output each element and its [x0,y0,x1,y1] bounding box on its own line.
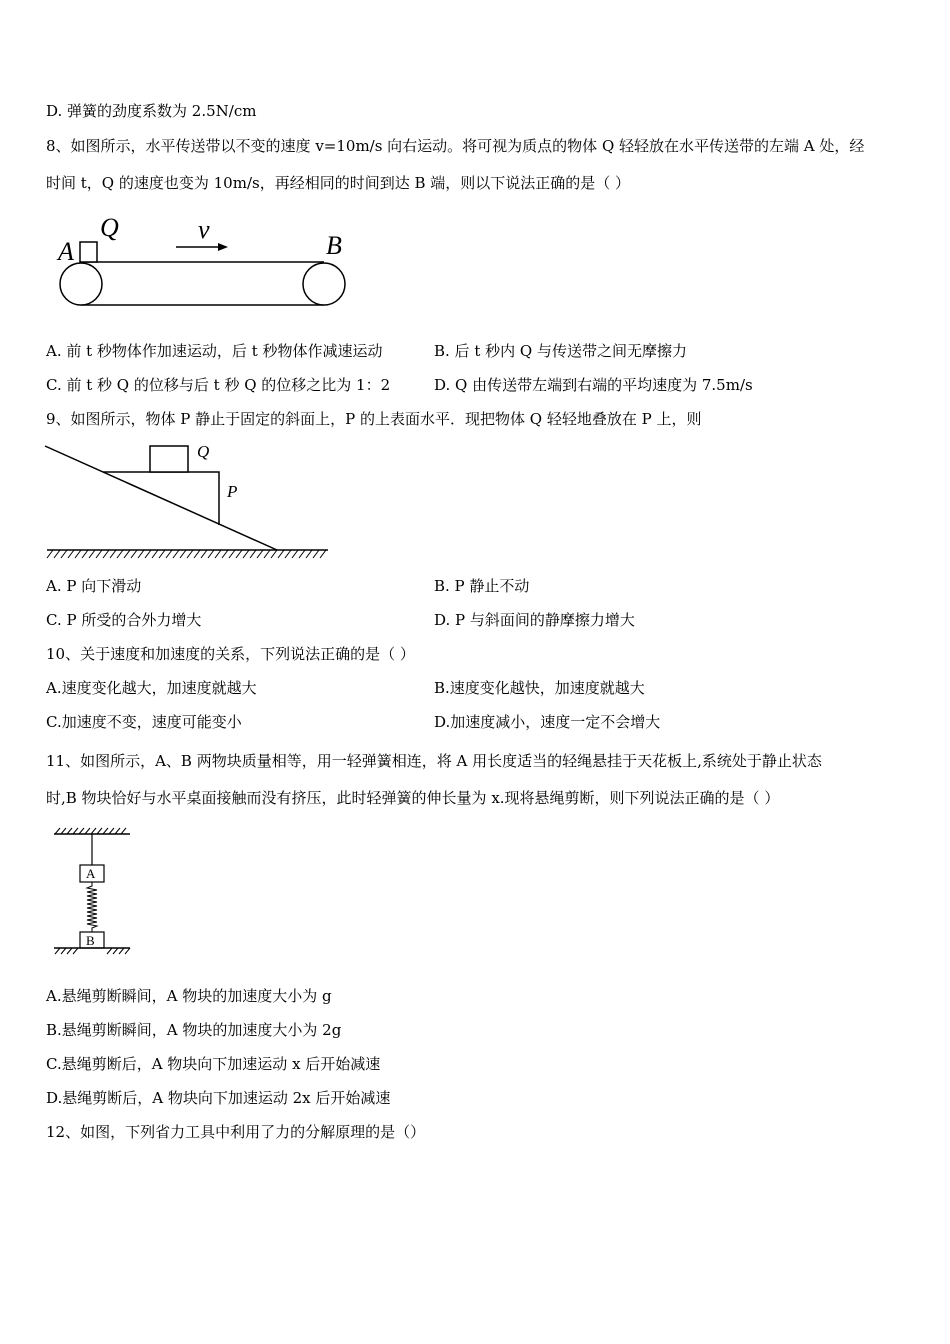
q9-stem: 9、如图所示，物体 P 静止于固定的斜面上，P 的上表面水平．现把物体 Q 轻轻地叠放在 P 上，则 [46,410,702,428]
q9-option-b: B. P 静止不动 [434,577,530,595]
q8-stem-line1: 8、如图所示，水平传送带以不变的速度 v=10m/s 向右运动。将可视为质点的物体 Q 轻轻放在水平传送带的左端 A 处，经 [46,137,865,155]
q11-option-b: B.悬绳剪断瞬间，A 物块的加速度大小为 2g [46,1021,342,1039]
q11-stem-line1: 11、如图所示，A、B 两物块质量相等，用一轻弹簧相连，将 A 用长度适当的轻绳悬挂于天花板上,系统处于静止状态 [46,752,822,770]
table-hatching [55,948,130,954]
q8-option-c: C. 前 t 秒 Q 的位移与后 t 秒 Q 的位移之比为 1：2 [46,376,391,394]
label-b: B [86,933,95,948]
arrow-head-icon [218,243,228,251]
q7-option-d: D. 弹簧的劲度系数为 2.5N/cm [46,102,257,120]
q11-option-a: A.悬绳剪断瞬间，A 物块的加速度大小为 g [46,987,332,1005]
ceiling-hatching [55,828,126,834]
label-v: v [198,215,210,244]
q11-spring-figure [52,826,134,956]
ground-hatching [47,550,326,558]
q8-option-d: D. Q 由传送带左端到右端的平均速度为 7.5m/s [434,376,753,394]
q9-incline-figure [45,440,335,565]
label-q: Q [100,213,119,242]
q12-stem: 12、如图，下列省力工具中利用了力的分解原理的是（） [46,1123,426,1141]
q8-conveyor-figure [50,210,360,310]
q8-stem-line2: 时间 t，Q 的速度也变为 10m/s，再经相同的时间到达 B 端，则以下说法正确的是（ ） [46,174,631,192]
q11-stem-line2: 时,B 物块恰好与水平桌面接触而没有挤压，此时轻弹簧的伸长量为 x.现将悬绳剪断，则下列说法正确的是（ ） [46,789,780,807]
q8-option-b: B. 后 t 秒内 Q 与传送带之间无摩擦力 [434,342,687,360]
label-a: A [58,237,74,266]
label-q: Q [197,442,210,461]
q9-option-c: C. P 所受的合外力增大 [46,611,202,629]
label-p: P [227,482,238,501]
q11-option-c: C.悬绳剪断后，A 物块向下加速运动 x 后开始减速 [46,1055,381,1073]
left-pulley [60,263,102,305]
q10-option-b: B.速度变化越快，加速度就越大 [434,679,645,697]
q9-option-d: D. P 与斜面间的静摩擦力增大 [434,611,635,629]
q10-stem: 10、关于速度和加速度的关系，下列说法正确的是（ ） [46,645,415,663]
label-a: A [86,866,96,881]
q10-option-c: C.加速度不变，速度可能变小 [46,713,242,731]
q10-option-a: A.速度变化越大，加速度就越大 [46,679,257,697]
block-q [150,446,188,472]
right-pulley [303,263,345,305]
label-b: B [326,231,342,260]
spring [87,882,97,932]
q11-option-d: D.悬绳剪断后，A 物块向下加速运动 2x 后开始减速 [46,1089,391,1107]
q10-option-d: D.加速度减小，速度一定不会增大 [434,713,661,731]
block-q [80,242,97,262]
q8-option-a: A. 前 t 秒物体作加速运动，后 t 秒物体作减速运动 [46,342,383,360]
q9-option-a: A. P 向下滑动 [46,577,142,595]
